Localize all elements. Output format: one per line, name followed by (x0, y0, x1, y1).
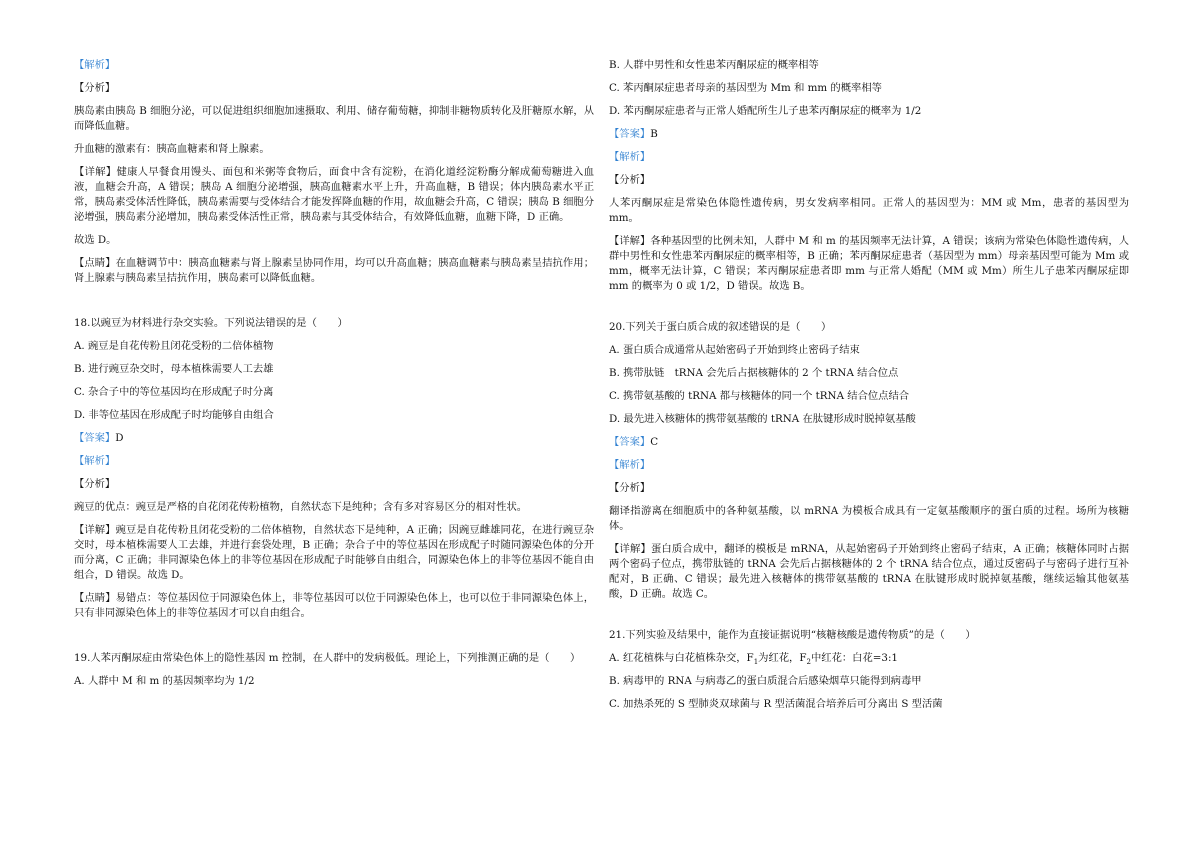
spacer (609, 610, 1129, 628)
q20-detail-label: 【详解】 (609, 543, 651, 555)
q17-detail-label: 【详解】 (74, 166, 117, 178)
q19-option-b: B. 人群中男性和女性患苯丙酮尿症的概率相等 (609, 59, 819, 71)
q17-fenxi-label: 【分析】 (74, 82, 116, 94)
q18-tip (74, 591, 594, 621)
q19-analysis-tag: 【解析】 (609, 151, 651, 163)
left-column (74, 58, 594, 697)
q18-detail-text: 豌豆是自花传粉且闭花受粉的二倍体植物，自然状态下是纯种，A 正确；因豌豆雌雄同花，在进行豌豆杂交时，母本植株需要人工去雄，并进行套袋处理，B 正确；杂合子中的等位基因在形成配子时随同源染色体的分开而分离，C 正确；非同源染色体上的非等位基因在形成配子时能够自由组合，同源染色体上的非等位基因不能自由组合，D 错误。故选 D。 (74, 524, 594, 581)
q17-answer-line: 故选 D。 (74, 234, 117, 246)
q17-fenxi-line1: 胰岛素由胰岛 B 细胞分泌，可以促进组织细胞加速摄取、利用、储存葡萄糖，抑制非糖物质转化及肝糖原水解，从而降低血糖。 (74, 105, 594, 132)
q20-option-d: D. 最先进入核糖体的携带氨基酸的 tRNA 在肽键形成时脱掉氨基酸 (609, 413, 916, 425)
spacer (74, 294, 594, 316)
q18-fenxi-label: 【分析】 (74, 478, 116, 490)
q21-option-a-part1: A. 红花植株与白花植株杂交，F (609, 652, 754, 664)
q20-answer (609, 435, 1129, 450)
q20-answer-value: C (650, 436, 659, 448)
q21-option-a-sub2: 2 (806, 658, 811, 667)
q20-fenxi-label: 【分析】 (609, 482, 651, 494)
q19-stem: 19.人苯丙酮尿症由常染色体上的隐性基因 m 控制，在人群中的发病极低。理论上，下列推测正确的是（ ） (74, 652, 581, 664)
q20-analysis-tag: 【解析】 (609, 459, 651, 471)
q18-option-a: A. 豌豆是自花传粉且闭花受粉的二倍体植物 (74, 340, 274, 352)
spacer (74, 629, 594, 651)
q18-answer-tag: 【答案】 (74, 432, 116, 444)
q19-detail-label: 【详解】 (609, 235, 651, 247)
q18-analysis-tag: 【解析】 (74, 455, 116, 467)
q19-option-d: D. 苯丙酮尿症患者与正常人婚配所生儿子患苯丙酮尿症的概率为 1/2 (609, 105, 922, 117)
q18-fenxi-text: 豌豆的优点：豌豆是严格的自花闭花传粉植物，自然状态下是纯种；含有多对容易区分的相对性状。 (74, 501, 528, 513)
q18-tip-label: 【点睛】 (74, 592, 116, 604)
q20-detail-text: 蛋白质合成中，翻译的模板是 mRNA，从起始密码子开始到终止密码子结束，A 正确；核糖体同时占据两个密码子位点，携带肽链的 tRNA 会先后占据核糖体的 2 个 tRNA 结合位点，通过反密码子与密码子进行互补配对，B 正确、C 错误；最先进入核糖体的携带氨基酸的 tRNA 在肽键形成时脱掉氨基酸，继续运输其他氨基酸，D 正确。故选 C。 (609, 543, 1130, 600)
q21-stem: 21.下列实验及结果中，能作为直接证据说明“核糖核酸是遗传物质”的是（ ） (609, 629, 976, 641)
q20-answer-tag: 【答案】 (609, 436, 651, 448)
q19-detail (609, 234, 1129, 294)
q21-option-a (609, 651, 1129, 666)
q18-answer (74, 431, 594, 446)
q18-option-b: B. 进行豌豆杂交时，母本植株需要人工去雄 (74, 363, 274, 375)
q18-detail-label: 【详解】 (74, 524, 116, 536)
q17-detail (74, 165, 594, 225)
q20-option-a: A. 蛋白质合成通常从起始密码子开始到终止密码子结束 (609, 344, 860, 356)
q19-fenxi-text: 人苯丙酮尿症是常染色体隐性遗传病，男女发病率相同。正常人的基因型为：MM 或 Mm，患者的基因型为 mm。 (609, 197, 1129, 224)
q21-option-a-sub1: 1 (753, 658, 759, 667)
q20-option-b: B. 携带肽链 tRNA 会先后占据核糖体的 2 个 tRNA 结合位点 (609, 367, 899, 379)
q19-option-a: A. 人群中 M 和 m 的基因频率均为 1/2 (74, 675, 255, 687)
q19-fenxi-label: 【分析】 (609, 174, 651, 186)
q17-tip (74, 256, 594, 286)
q17-detail-text: 健康人早餐食用馒头、面包和米粥等食物后，面食中含有淀粉，在消化道经淀粉酶分解成葡萄糖进入血液，血糖会升高，A 错误；胰岛 A 细胞分泌增强，胰高血糖素水平上升，升高血糖，B 错误；体内胰岛素水平正常，胰岛素受体活性降低，胰岛素需要与受体结合才能发挥降血糖的作用，故血糖会升高，C 错误；胰岛 B 细胞分泌增强，胰岛素分泌增加，胰岛素受体活性正常，胰岛素与其受体结合，有效降低血糖，血糖下降，D 正确。 (74, 166, 595, 223)
q18-detail (74, 523, 594, 583)
q19-answer-value: B (650, 128, 658, 140)
q17-tip-text: 在血糖调节中：胰高血糖素与肾上腺素呈协同作用，均可以升高血糖；胰高血糖素与胰岛素呈拮抗作用；肾上腺素与胰岛素呈拮抗作用，胰岛素可以降低血糖。 (74, 257, 594, 284)
q21-option-a-part3: 中红花：白花=3:1 (810, 652, 898, 664)
q20-detail (609, 542, 1129, 602)
q17-analysis-tag: 【解析】 (74, 59, 116, 71)
q20-option-c: C. 携带氨基酸的 tRNA 都与核糖体的同一个 tRNA 结合位点结合 (609, 390, 910, 402)
q20-fenxi-text: 翻译指游离在细胞质中的各种氨基酸，以 mRNA 为模板合成具有一定氨基酸顺序的蛋白质的过程。场所为核糖体。 (609, 505, 1129, 532)
q19-answer (609, 127, 1129, 142)
q21-option-c: C. 加热杀死的 S 型肺炎双球菌与 R 型活菌混合培养后可分离出 S 型活菌 (609, 698, 943, 710)
q17-fenxi-line2: 升血糖的激素有：胰高血糖素和肾上腺素。 (74, 143, 270, 155)
q18-option-c: C. 杂合子中的等位基因均在形成配子时分离 (74, 386, 274, 398)
q18-stem: 18.以豌豆为材料进行杂交实验。下列说法错误的是（ ） (74, 317, 348, 329)
spacer (609, 302, 1129, 320)
q18-option-d: D. 非等位基因在形成配子时均能够自由组合 (74, 409, 274, 421)
q17-tip-label: 【点睛】 (74, 257, 116, 269)
q19-detail-text: 各种基因型的比例未知，人群中 M 和 m 的基因频率无法计算，A 错误；该病为常染色体隐性遗传病，人群中男性和女性患苯丙酮尿症的概率相等，B 正确；苯丙酮尿症患者（基因型为 mm）母亲基因型可能为 Mm 或 mm，概率无法计算，C 错误；苯丙酮尿症患者即 mm 与正常人婚配（MM 或 Mm）所生儿子患苯丙酮尿症即 mm 的概率为 0 或 1/2，D 错误。故选 B。 (609, 235, 1130, 292)
q21-option-b: B. 病毒甲的 RNA 与病毒乙的蛋白质混合后感染烟草只能得到病毒甲 (609, 675, 922, 687)
q20-stem: 20.下列关于蛋白质合成的叙述错误的是（ ） (609, 321, 832, 333)
q19-option-c: C. 苯丙酮尿症患者母亲的基因型为 Mm 和 mm 的概率相等 (609, 82, 882, 94)
q18-answer-value: D (115, 432, 124, 444)
q19-answer-tag: 【答案】 (609, 128, 651, 140)
q18-tip-text: 易错点：等位基因位于同源染色体上，非等位基因可以位于同源染色体上，也可以位于非同源染色体上，只有非同源染色体上的非等位基因才可以自由组合。 (74, 592, 594, 619)
q21-option-a-part2: 为红花，F (758, 652, 807, 664)
right-column (609, 58, 1129, 720)
